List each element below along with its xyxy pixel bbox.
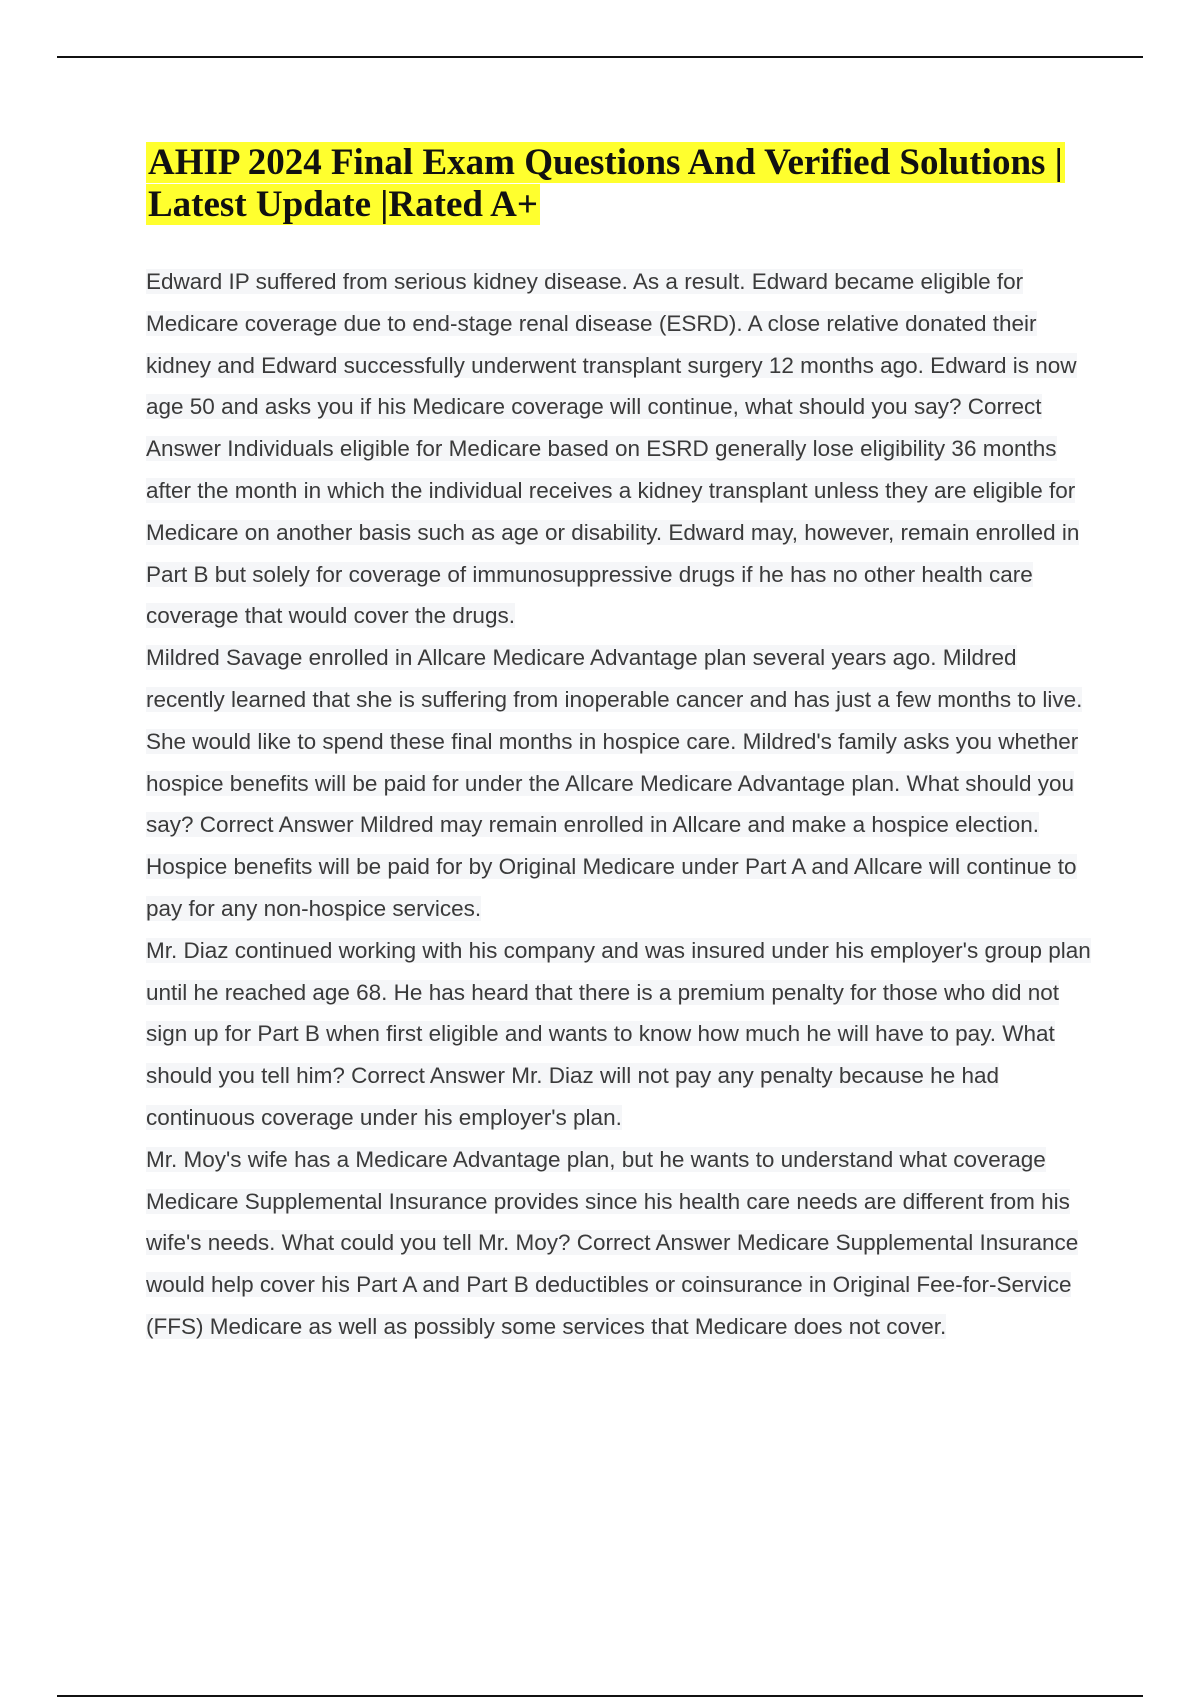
question-text: Mr. Moy's wife has a Medicare Advantage plan, but he wants to understand what coverage Medicare Supplemental Insurance provides since his health care needs are different from his wife's needs. What could you tell Mr. Moy? [146,1146,1070,1256]
answer-text: Medicare Supplemental Insurance would help cover his Part A and Part B deductibles or coinsurance in Original Fee-for-Service (FFS) Medicare as well as possibly some services that Medicare does not cover. [146,1230,1079,1339]
answer-label: Correct Answer [351,1063,505,1089]
footer-rule [57,1695,1143,1697]
qa-list [146,261,1096,1348]
header-rule [57,56,1143,58]
qa-item [146,930,1096,1139]
answer-text: Individuals eligible for Medicare based on ESRD generally lose eligibility 36 months after the month in which the individual receives a kidney transplant unless they are eligible for Medicare on another basis such as age or disability. Edward may, however, remain enrolled in Part B but solely for coverage of immunosuppressive drugs if he has no other health care coverage that would cover the drugs. [146,436,1080,629]
qa-item [146,1139,1096,1348]
answer-text: Mildred may remain enrolled in Allcare and make a hospice election. Hospice benefits will be paid for by Original Medicare under Part A and Allcare will continue to pay for any non-hospice services. [146,812,1077,921]
document-title [146,142,1096,226]
document-body [146,142,1096,1348]
answer-text: Mr. Diaz will not pay any penalty because he had continuous coverage under his employer's plan. [146,1063,1000,1130]
document-title-text: AHIP 2024 Final Exam Questions And Verified Solutions | Latest Update |Rated A+ [148,142,1063,225]
answer-label: Correct Answer [146,394,1042,462]
question-text: Edward IP suffered from serious kidney disease. As a result. Edward became eligible for Medicare coverage due to end-stage renal disease (ESRD). A close relative donated their kidney and Edward successfully underwent transplant surgery 12 months ago. Edward is now age 50 and asks you if his Medicare coverage will continue, what should you say? [146,269,1077,420]
answer-label: Correct Answer [199,812,354,838]
question-text: Mildred Savage enrolled in Allcare Medicare Advantage plan several years ago. Mildred recently learned that she is suffering from inoperable cancer and has just a few months to live. She would like to spend these final months in hospice care. Mildred's family asks you whether hospice benefits will be paid for under the Allcare Medicare Advantage plan. What should you say? [146,645,1083,838]
qa-item [146,261,1096,637]
question-text: Mr. Diaz continued working with his company and was insured under his employer's group plan until he reached age 68. He has heard that there is a premium penalty for those who did not sign up for Part B when first eligible and wants to know how much he will have to pay. What should you tell him? [146,937,1091,1089]
answer-label: Correct Answer [576,1230,731,1256]
qa-item [146,637,1096,930]
